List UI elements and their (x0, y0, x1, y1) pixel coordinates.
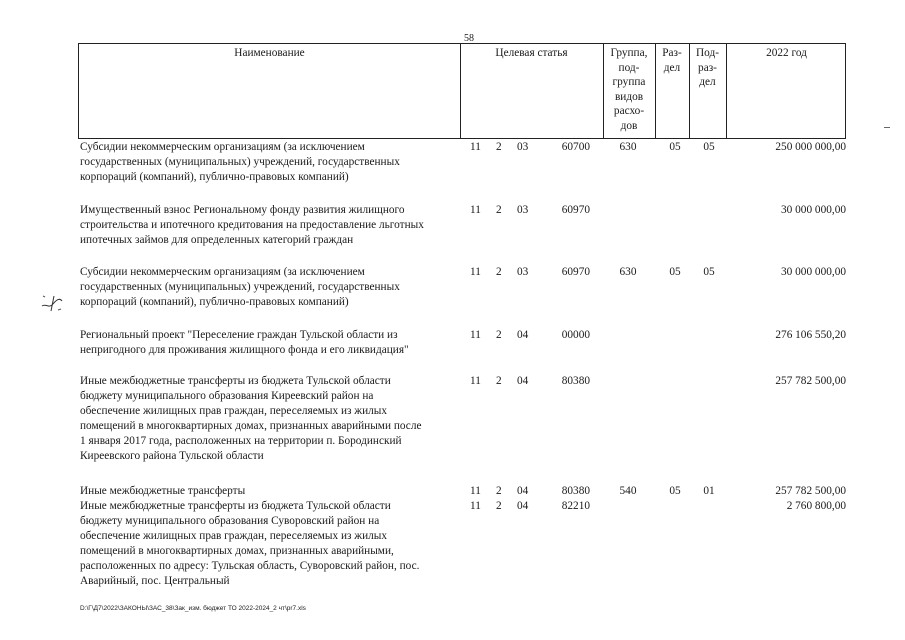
row-name-line: 1 января 2017 года, расположенных на территории п. Бородинский (80, 435, 402, 447)
amount: 257 782 500,00 (775, 485, 846, 497)
code-activity: 04 (517, 329, 529, 341)
row-name-line: бюджету муниципального образования Киреевский район на (80, 390, 374, 402)
row-name (80, 374, 460, 464)
row-name (80, 265, 460, 310)
amount: 276 106 550,20 (775, 329, 846, 341)
code-direction: 80380 (561, 375, 590, 387)
header-section (655, 46, 689, 75)
amount: 30 000 000,00 (781, 266, 846, 278)
subsection-code: 01 (703, 485, 715, 497)
header-line: под- (618, 61, 640, 74)
row-name-line: государственных (муниципальных) учреждений, государственных (80, 281, 400, 293)
section-code: 05 (669, 485, 681, 497)
row-name-line: Региональный проект "Переселение граждан Тульской области из (80, 329, 398, 341)
row-name (80, 328, 460, 358)
code-direction: 60970 (561, 266, 590, 278)
table-header (78, 43, 846, 139)
code-activity: 03 (517, 204, 529, 216)
row-name-line: Иные межбюджетные трансферты из бюджета Тульской области (80, 500, 391, 512)
subsection-code: 05 (703, 141, 715, 153)
expense-group: 540 (619, 485, 637, 497)
code-program: 11 (470, 485, 481, 497)
margin-mark (884, 127, 890, 128)
code-subprogram: 2 (496, 485, 502, 497)
header-line: дел (663, 61, 681, 74)
row-name-line: корпораций (компаний), публично-правовых компаний) (80, 171, 349, 183)
row-name-line: помещений в многоквартирных домах, признанных аварийными после (80, 420, 422, 432)
header-expense-group (603, 46, 655, 133)
header-line: Под- (696, 47, 719, 59)
row-name-line: ипотечных займов для определенных категорий граждан (80, 234, 354, 246)
header-line: видов (614, 90, 644, 103)
row-name-line: непригодного для проживания жилищного фонда и его ликвидация" (80, 344, 409, 356)
expense-group: 630 (619, 266, 637, 278)
header-name: Наименование (234, 47, 305, 59)
code-direction: 60700 (561, 141, 590, 153)
header-target-article: Целевая статья (495, 47, 568, 59)
header-line: Группа, (610, 47, 648, 59)
code-program: 11 (470, 375, 481, 387)
code-subprogram: 2 (496, 500, 502, 512)
header-line: раз- (698, 61, 717, 74)
page-number: 58 (464, 33, 474, 44)
row-name (80, 140, 460, 185)
row-name-line: корпораций (компаний), публично-правовых компаний) (80, 296, 349, 308)
amount: 257 782 500,00 (775, 375, 846, 387)
code-program: 11 (470, 204, 481, 216)
row-name-line: помещений в многоквартирных домах, признанных аварийными, (80, 545, 394, 557)
code-activity: 03 (517, 141, 529, 153)
row-name-line: Иные межбюджетные трансферты (80, 485, 246, 497)
code-direction: 00000 (561, 329, 590, 341)
code-program: 11 (470, 141, 481, 153)
code-direction: 80380 (561, 485, 590, 497)
code-program: 11 (470, 266, 481, 278)
code-program: 11 (470, 500, 481, 512)
amount: 250 000 000,00 (775, 141, 846, 153)
pen-mark-scribble (40, 292, 68, 314)
row-name (80, 484, 460, 499)
header-line: расхо- (613, 105, 645, 117)
code-activity: 03 (517, 266, 529, 278)
header-line: дов (620, 119, 638, 132)
code-subprogram: 2 (496, 266, 502, 278)
section-code: 05 (669, 141, 681, 153)
row-name (80, 203, 460, 248)
subsection-code: 05 (703, 266, 715, 278)
row-name-line: Субсидии некоммерческим организациям (за исключением (80, 266, 365, 278)
footer-file-path: D:\Г\Д7\2022\ЗАКОНЫ\ЗАС_38\Зак_изм. бюджет ТО 2022-2024_2 чт\pr7.xls (80, 605, 306, 612)
code-program: 11 (470, 329, 481, 341)
header-line: Раз- (662, 47, 682, 59)
row-name-line: обеспечение жилищных прав граждан, переселяемых из жилых (80, 405, 388, 417)
code-activity: 04 (517, 485, 529, 497)
code-subprogram: 2 (496, 329, 502, 341)
section-code: 05 (669, 266, 681, 278)
code-subprogram: 2 (496, 204, 502, 216)
row-name-line: Субсидии некоммерческим организациям (за исключением (80, 141, 365, 153)
row-name-line: Имущественный взнос Региональному фонду развития жилищного (80, 204, 405, 216)
row-name-line: Аварийный, пос. Центральный (80, 575, 230, 587)
header-year: 2022 год (766, 47, 807, 59)
row-name-line: бюджету муниципального образования Суворовский район на (80, 515, 380, 527)
code-activity: 04 (517, 500, 529, 512)
expense-group: 630 (619, 141, 637, 153)
row-name-line: расположенных по адресу: Тульская область, Суворовский район, пос. (80, 560, 420, 572)
row-name-line: государственных (муниципальных) учреждений, государственных (80, 156, 400, 168)
row-name-line: обеспечение жилищных прав граждан, переселяемых из жилых (80, 530, 388, 542)
amount: 30 000 000,00 (781, 204, 846, 216)
header-subsection (689, 46, 726, 90)
row-name-line: Киреевского района Тульской области (80, 450, 264, 462)
code-activity: 04 (517, 375, 529, 387)
row-name-line: строительства и ипотечного кредитования на предоставление льготных (80, 219, 424, 231)
header-line: дел (699, 76, 716, 88)
code-direction: 60970 (561, 204, 590, 216)
row-name-line: Иные межбюджетные трансферты из бюджета Тульской области (80, 375, 391, 387)
code-direction: 82210 (561, 500, 590, 512)
code-subprogram: 2 (496, 375, 502, 387)
amount: 2 760 800,00 (786, 500, 846, 512)
header-line: группа (612, 76, 646, 88)
code-subprogram: 2 (496, 141, 502, 153)
row-name (80, 499, 460, 589)
